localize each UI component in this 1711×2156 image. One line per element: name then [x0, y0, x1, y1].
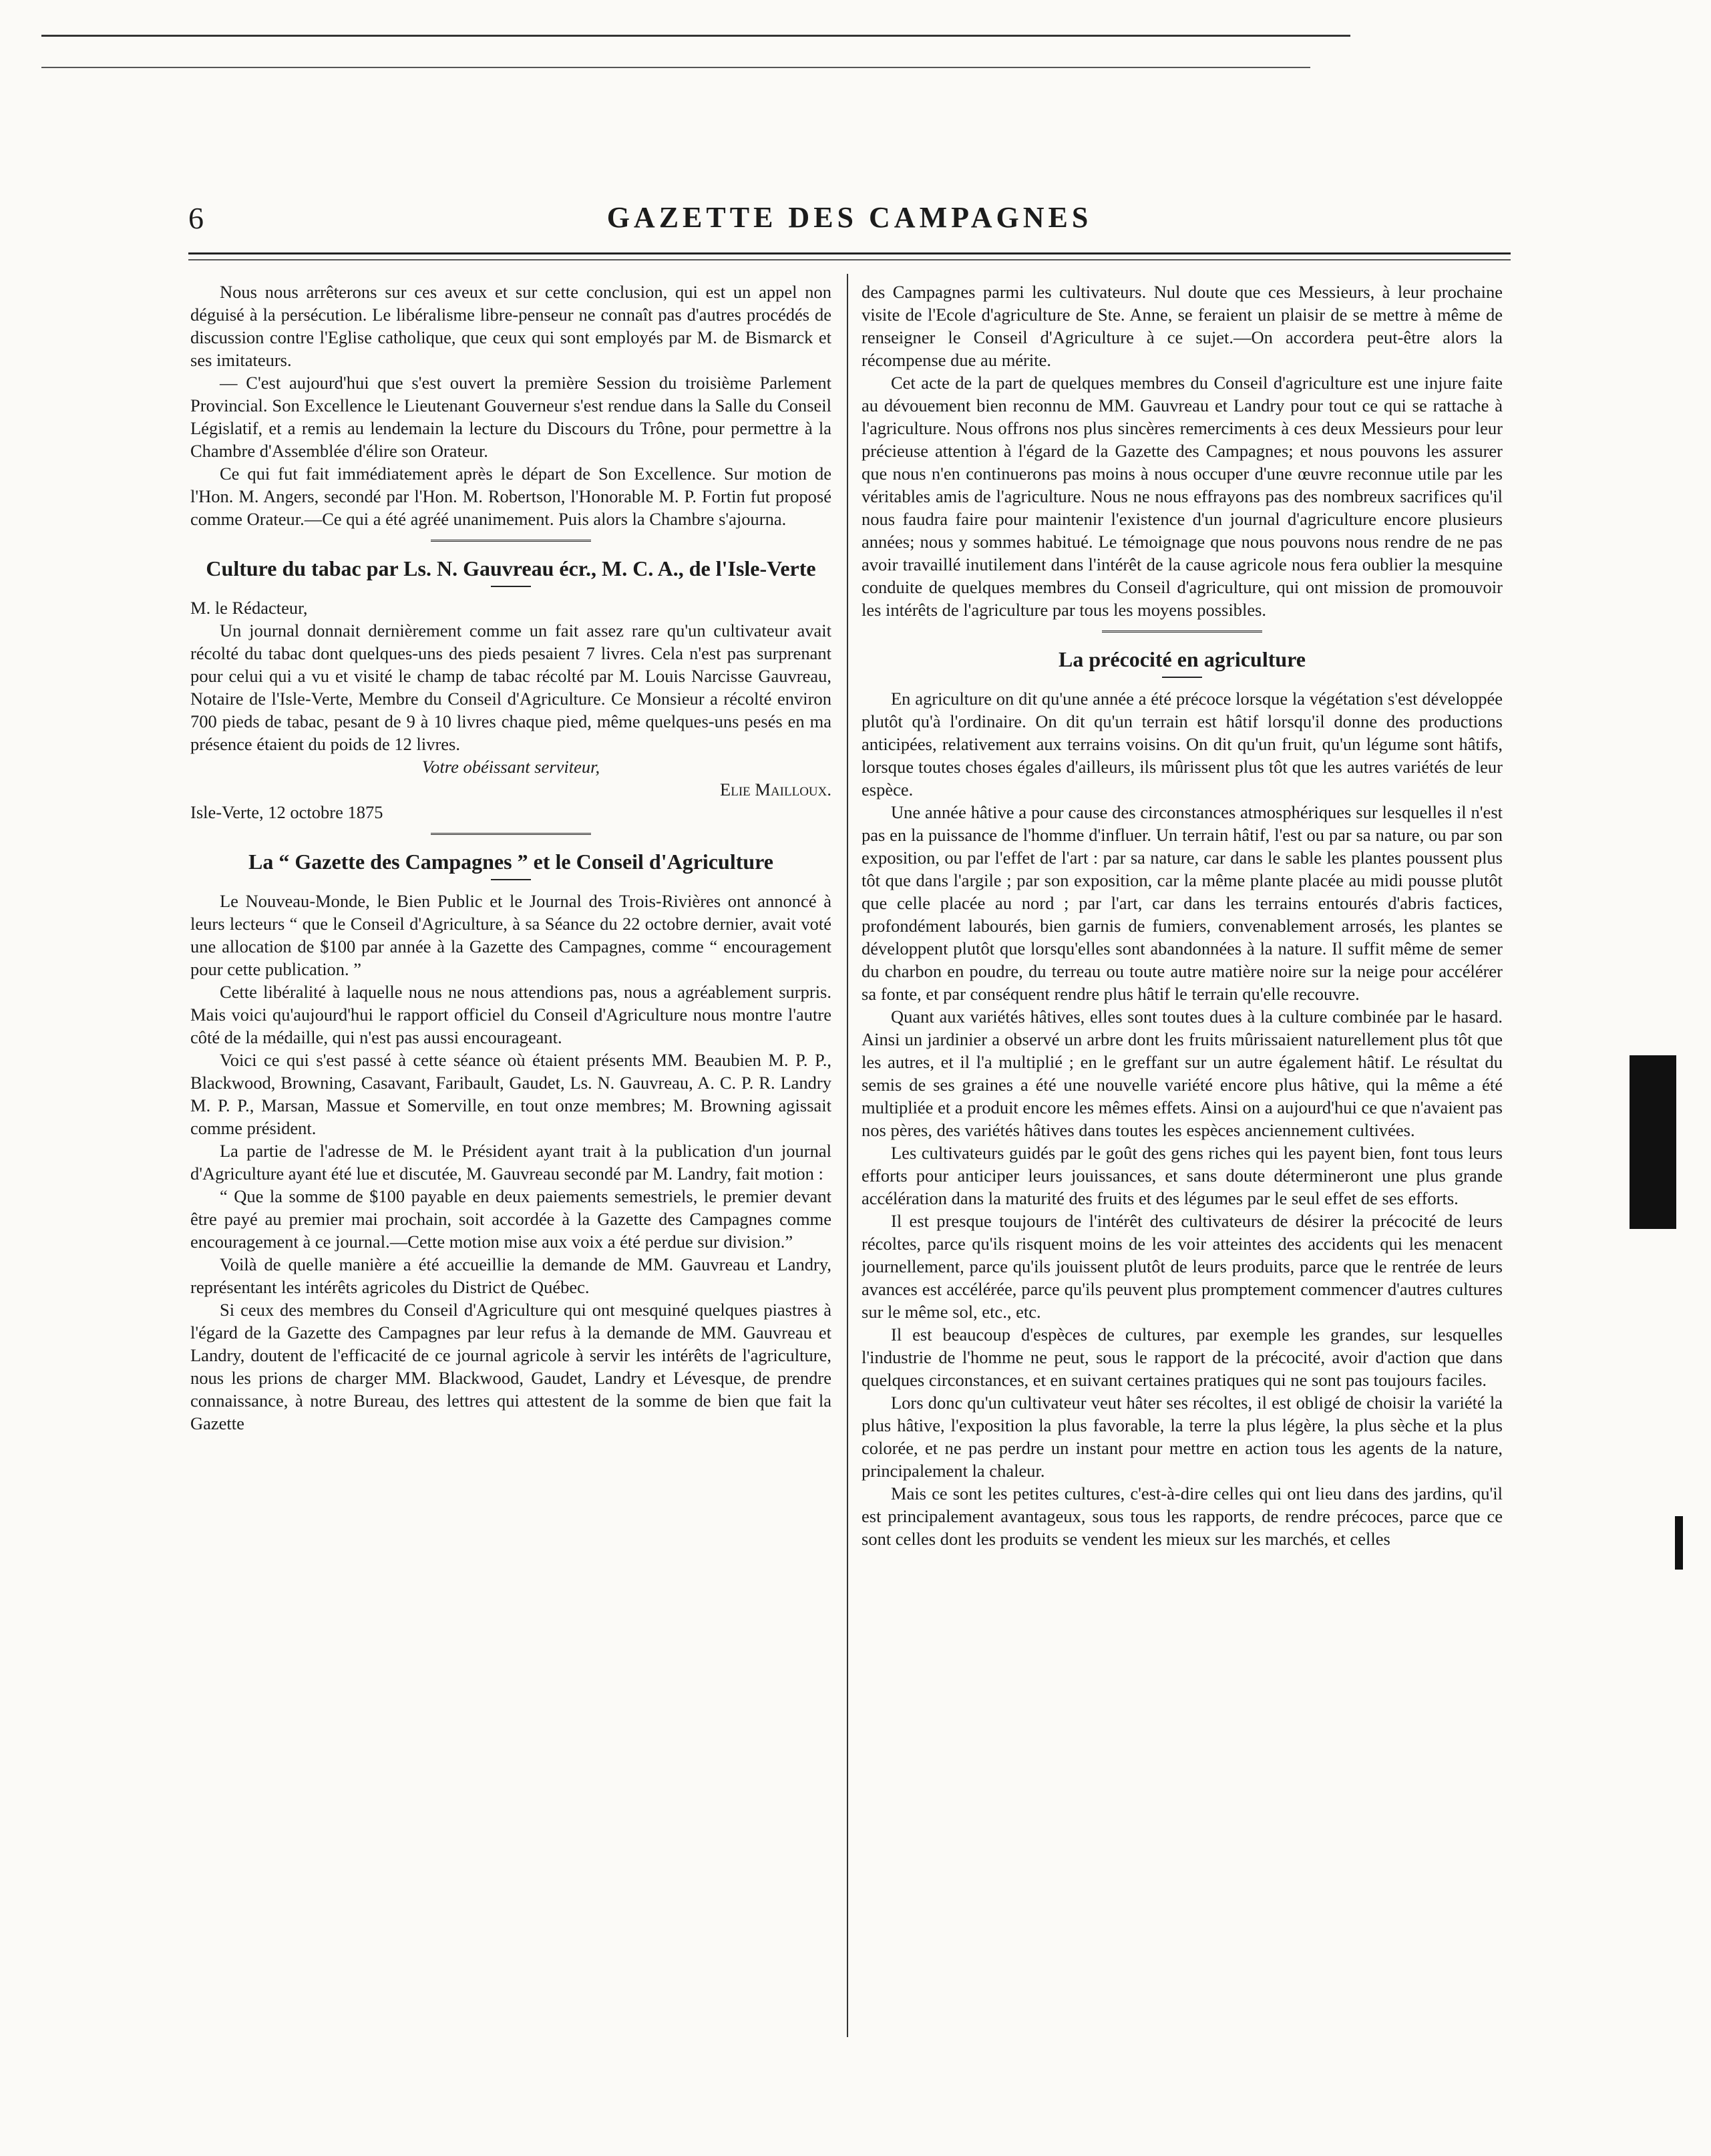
header-rule-secondary — [188, 259, 1511, 260]
letter-body: Un journal donnait dernièrement comme un fait assez rare qu'un cultivateur avait récolté du tabac dont quelques-uns des pieds pesaient 7 livres. Cela n'est pas surprenant pour celui qui a vu et visité le champ de tabac récolté par M. Louis Narcisse Gauvreau, Notaire de l'Isle-Verte, Membre du Conseil d'Agriculture. Ce Monsieur a récolté environ 700 pieds de tabac, pesant de 9 à 10 livres chaque pied, même quelques-uns pesés en ma présence étaient du poids de 12 livres. — [190, 620, 831, 754]
letter-signature: Elie Mailloux. — [720, 779, 831, 799]
article-heading-precocite: La précocité en agriculture — [1059, 647, 1306, 671]
article-paragraph: La partie de l'adresse de M. le Président ayant trait à la publication d'un journal d'Agriculture ayant été lue et discutée, M. Gauvreau secondé par M. Landry, fait motion : — [190, 1141, 831, 1184]
section-separator — [431, 540, 591, 542]
article-heading-gazette-conseil: La “ Gazette des Campagnes ” et le Conseil d'Agriculture — [248, 850, 773, 874]
letter-dateline: Isle-Verte, 12 octobre 1875 — [190, 802, 383, 822]
article-paragraph: des Campagnes parmi les cultivateurs. Nul doute que ces Messieurs, à leur prochaine visite de l'Ecole d'agriculture de Ste. Anne, se feraient un plaisir de se mettre à même de renseigner le Conseil d'Agriculture à ce sujet.—On accordera peut-être alors la récompense due au mérite. — [862, 282, 1503, 370]
article-heading-tabac: Culture du tabac par Ls. N. Gauvreau écr., M. C. A., de l'Isle-Verte — [206, 556, 816, 580]
masthead-title: GAZETTE DES CAMPAGNES — [606, 201, 1093, 234]
column-divider — [847, 274, 848, 2037]
article-paragraph: Ce qui fut fait immédiatement après le départ de Son Excellence. Sur motion de l'Hon. M. Angers, secondé par l'Hon. M. Robertson, l'Honorable M. P. Fortin fut proposé comme Orateur.—Ce qui a été agréé unanimement. Puis alors la Chambre s'ajourna. — [190, 464, 831, 529]
page-number: 6 — [188, 201, 204, 235]
article-paragraph: Le Nouveau-Monde, le Bien Public et le Journal des Trois-Rivières ont annoncé à leurs lecteurs “ que le Conseil d'Agriculture, à sa Séance du 22 octobre dernier, avait voté une allocation de $100 par année à la Gazette des Campagnes, comme “ encouragement pour cette publication. ” — [190, 891, 831, 979]
heading-rule — [491, 879, 531, 880]
letter-closing: Votre obéissant serviteur, — [421, 757, 600, 777]
right-column — [862, 281, 1503, 2044]
article-paragraph: Cette libéralité à laquelle nous ne nous attendions pas, nous a agréablement surpris. Mais voici qu'aujourd'hui le rapport officiel du Conseil d'Agriculture nous montre l'autre côté de la médaille, qui n'est pas aussi encourageant. — [190, 982, 831, 1047]
article-paragraph: — C'est aujourd'hui que s'est ouvert la première Session du troisième Parlement Provincial. Son Excellence le Lieutenant Gouverneur s'est rendue dans la Salle du Conseil Législatif, et a remis au lendemain la lecture du Discours du Trône, pour permettre à la Chambre d'Assemblée d'élire son Orateur. — [190, 373, 831, 461]
article-paragraph: Les cultivateurs guidés par le goût des gens riches qui les payent bien, font tous leurs efforts pour anticiper leurs jouissances, et sans doute détermineront une plus grande accélération dans la maturité des fruits et des légumes par le seul effet de ses efforts. — [862, 1143, 1503, 1208]
ink-blot-mark — [1675, 1516, 1683, 1570]
article-paragraph: Voilà de quelle manière a été accueillie la demande de MM. Gauvreau et Landry, représentant les intérêts agricoles du District de Québec. — [190, 1254, 831, 1297]
header-rule — [188, 252, 1511, 254]
article-paragraph: Si ceux des membres du Conseil d'Agriculture qui ont mesquiné quelques piastres à l'égard de la Gazette des Campagnes par leur refus à la demande de MM. Gauvreau et Landry, doutent de l'efficacité de ce journal agricole à servir les intérêts de l'agriculture, nous les prions de charger MM. Blackwood, Gaudet, Landry et Lévesque, de prendre connaissance, à notre Bureau, des lettres qui attestent de la somme de bien que fait la Gazette — [190, 1300, 831, 1433]
article-paragraph: Cet acte de la part de quelques membres du Conseil d'agriculture est une injure faite au dévouement bien reconnu de MM. Gauvreau et Landry pour tout ce qui se rattache à l'agriculture. Nous offrons nos plus sincères remerciments à ces deux Messieurs pour leur précieuse attention à l'égard de la Gazette des Campagnes; et nous pouvons les assurer que nous n'en continuerons pas moins à nous occuper d'une œuvre reconnue utile par les véritables amis de l'agriculture. Nous ne nous effrayons pas des nombreux sacrifices qu'il nous faudra faire pour maintenir l'existence d'un journal d'agriculture encore plusieurs années; nous y sommes habitué. Le témoignage que nous pouvons nous rendre de ne pas avoir travaillé inutilement dans l'intérêt de la cause agricole nous fera oublier la mesquine conduite de quelques membres du Conseil d'agriculture, qui ont mission de promouvoir les intérêts de l'agriculture par tous les moyens possibles. — [862, 373, 1503, 620]
page-header — [188, 200, 1511, 240]
ink-blot-mark — [1630, 1055, 1676, 1229]
left-column — [190, 281, 831, 2044]
motion-quote: “ Que la somme de $100 payable en deux paiements semestriels, le premier devant être payé au premier mai prochain, soit accordée à la Gazette des Campagnes comme encouragement à ce journal.—Cette motion mise aux voix a été perdue sur division.” — [190, 1186, 831, 1252]
letter-salutation: M. le Rédacteur, — [190, 598, 308, 618]
heading-rule — [1162, 677, 1202, 678]
article-paragraph: Il est presque toujours de l'intérêt des cultivateurs de désirer la précocité de leurs récoltes, parce qu'ils risquent moins de les voir atteintes des accidents qui les menacent journellement, parce qu'ils jouissent plutôt de leurs produits, parce que le rentrée de leurs avances est accélérée, parce qu'ils peuvent plus promptement commencer d'autres cultures sur le même sol, etc., etc. — [862, 1211, 1503, 1322]
article-paragraph: Quant aux variétés hâtives, elles sont toutes dues à la culture combinée par le hasard. Ainsi un jardinier a observé un arbre dont les fruits mûrissaient naturellement plus tôt que les autres, et il l'a multiplié ; en le greffant sur un autre également hâtif. Le résultat du semis de ses graines a été une nouvelle variété encore plus hâtive, qui la même a été multipliée et a produit encore les mêmes effets. Ainsi on a aujourd'hui ce que n'avaient pas nos pères, des variétés hâtives dans toutes les espèces anciennement cultivées. — [862, 1007, 1503, 1140]
top-border-rule — [41, 35, 1350, 37]
section-separator — [431, 833, 591, 835]
article-paragraph: En agriculture on dit qu'une année a été précoce lorsque la végétation s'est développée plutôt qu'à l'ordinaire. On dit qu'un terrain est hâtif lorsqu'il donne des productions anticipées, relativement aux terrains voisins. On dit qu'un fruit, qu'un légume sont hâtifs, lorsque toutes choses égales d'ailleurs, ils mûrissent plus tôt que les autres variétés de leur espèce. — [862, 689, 1503, 799]
heading-rule — [491, 586, 531, 587]
article-paragraph: Il est beaucoup d'espèces de cultures, par exemple les grandes, sur lesquelles l'industrie de l'homme ne peut, sous le rapport de la précocité, avoir d'action que dans quelques circonstances, et en suivant certaines pratiques qui ne sont pas toujours faciles. — [862, 1324, 1503, 1390]
article-paragraph: Voici ce qui s'est passé à cette séance où étaient présents MM. Beaubien M. P. P., Blackwood, Browning, Casavant, Faribault, Gaudet, Ls. N. Gauvreau, A. C. P. R. Landry M. P. P., Marsan, Massue et Somerville, en tout onze membres; M. Browning agissait comme président. — [190, 1050, 831, 1138]
article-paragraph: Nous nous arrêterons sur ces aveux et sur cette conclusion, qui est un appel non déguisé à la persécution. Le libéralisme libre-penseur ne connaît pas d'autres procédés de discussion contre l'Eglise catholique, que ceux qui sont employés par M. de Bismarck et ses imitateurs. — [190, 282, 831, 370]
article-paragraph: Une année hâtive a pour cause des circonstances atmosphériques sur lesquelles il n'est pas en la puissance de l'homme d'influer. Un terrain hâtif, l'est ou par sa nature, ou par son exposition, ou par l'effet de l'art : par sa nature, car dans le sable les plantes poussent plus tôt que dans l'argile ; par son exposition, car la même plante placée au midi pousse plutôt que celle placée au nord ; par l'art, car dans les terrains entourés d'abris factices, profondément labourés, bien garnis de fumiers, convenablement arrosés, les plantes se développent plutôt que lorsqu'elles sont abandonnées à la nature. Il suffit même de semer du charbon en poudre, du terreau ou toute autre matière noire sur la neige pour accélérer sa fonte, et par conséquent rendre plus hâtif le terrain qu'elle recouvre. — [862, 802, 1503, 1004]
article-paragraph: Lors donc qu'un cultivateur veut hâter ses récoltes, il est obligé de choisir la variété la plus hâtive, l'exposition la plus favorable, la terre la plus légère, la plus sèche et la plus colorée, et ne pas perdre un instant pour mettre en action tous les agents de la nature, principalement la chaleur. — [862, 1393, 1503, 1481]
article-paragraph: Mais ce sont les petites cultures, c'est-à-dire celles qui ont lieu dans des jardins, qu'il est principalement avantageux, sous tous les rapports, de rendre précoces, parce que ce sont celles dont les produits se vendent les mieux sur les marchés, et celles — [862, 1483, 1503, 1549]
top-border-rule-secondary — [41, 67, 1310, 68]
section-separator — [1102, 631, 1262, 633]
